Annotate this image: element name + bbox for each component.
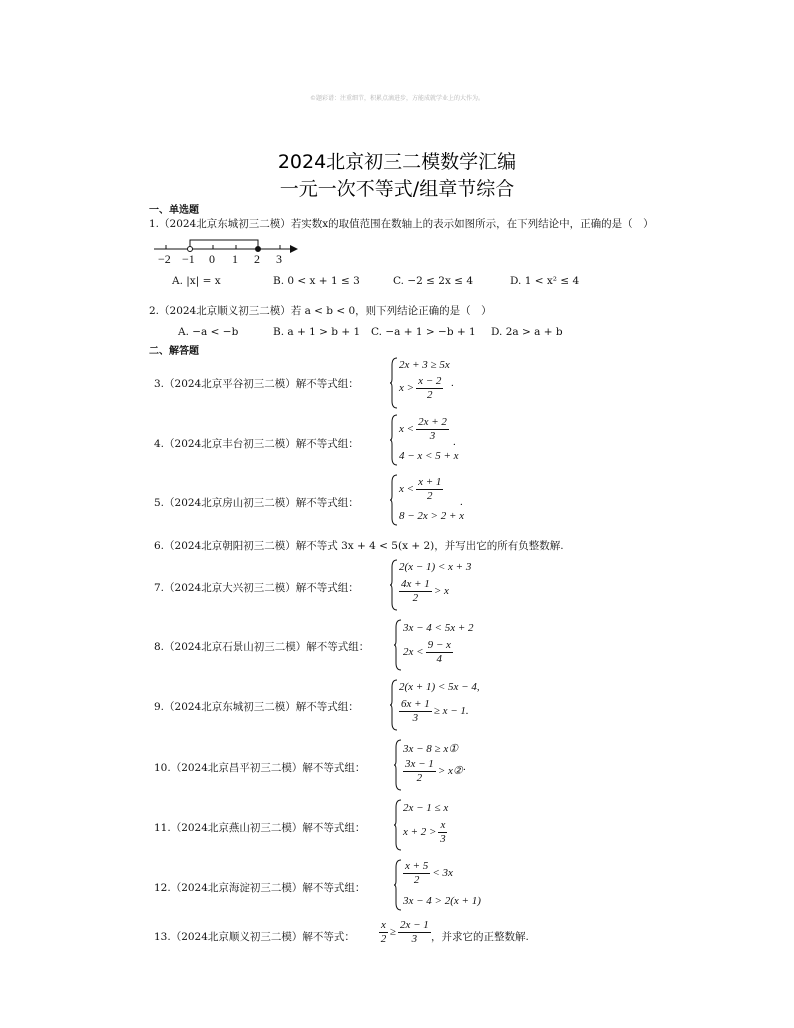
tick-label: 3 xyxy=(276,252,282,266)
q10-end: . xyxy=(463,761,466,773)
q4-line-1: x < xyxy=(399,423,415,436)
q7-denominator: 2 xyxy=(412,592,419,604)
q4-numerator: 2x + 2 xyxy=(418,416,447,428)
watermark: ©题彩谱：注重细节，积累点滴进步，方能成就学业上的大作为。 xyxy=(309,95,484,102)
q9-line-1: 2(x + 1) < 5x − 4, xyxy=(399,681,480,693)
q3-line-1: 2x + 3 ≥ 5x xyxy=(399,359,450,371)
q10-denominator: 2 xyxy=(416,772,423,784)
q7-line-2: > x xyxy=(433,585,449,598)
question-11: 11.（2024北京燕山初三二模）解不等式组： xyxy=(154,822,366,834)
tick-label: −2 xyxy=(158,252,171,266)
q3-denominator: 2 xyxy=(426,389,433,401)
question-10: 10.（2024北京昌平初三二模）解不等式组： xyxy=(154,762,366,774)
tick-label: 2 xyxy=(254,252,260,266)
question-7: 7.（2024北京大兴初三二模）解不等式组： xyxy=(154,582,359,594)
q4-end: . xyxy=(453,436,456,448)
q13-denominator-2: 3 xyxy=(411,933,418,945)
q8-numerator: 9 − x xyxy=(427,639,451,651)
q1-option-b: B. 0 < x + 1 ≤ 3 xyxy=(273,275,360,287)
q2-option-d: D. 2a > a + b xyxy=(491,326,563,338)
question-1: 1.（2024北京东城初三二模）若实数x的取值范围在数轴上的表示如图所示，在下列结论中，正确的是（ ） xyxy=(149,218,654,230)
q1-option-c: C. −2 ≤ 2x ≤ 4 xyxy=(393,275,474,287)
q2-option-a: A. −a < −b xyxy=(178,326,239,338)
q10-system xyxy=(393,739,473,791)
q2-option-c: C. −a + 1 > −b + 1 xyxy=(371,326,476,338)
q8-system xyxy=(393,619,493,671)
question-13: 13.（2024北京顺义初三二模）解不等式： xyxy=(154,931,355,943)
q5-line-1: x < xyxy=(399,483,415,496)
q8-line-2: 2x < xyxy=(403,646,424,659)
q12-numerator: x + 5 xyxy=(405,860,429,872)
q4-denominator: 3 xyxy=(429,430,436,442)
q4-line-2: 4 − x < 5 + x xyxy=(399,450,459,462)
question-2: 2.（2024北京顺义初三二模）若 a < b < 0，则下列结论正确的是（ ） xyxy=(149,305,492,317)
q5-denominator: 2 xyxy=(426,490,433,502)
q4-system xyxy=(389,414,479,466)
question-8: 8.（2024北京石景山初三二模）解不等式组： xyxy=(154,641,370,653)
q11-numerator: x xyxy=(440,819,446,831)
q10-line-2: > x② xyxy=(437,765,463,778)
q7-system xyxy=(389,559,489,611)
q1-option-a: A. |x| = x xyxy=(172,275,221,287)
q11-system xyxy=(393,799,473,851)
q13-numerator-1: x xyxy=(381,919,386,931)
q13-end: ，并求它的正整数解. xyxy=(431,931,529,943)
tick-label: 0 xyxy=(209,252,215,266)
question-4: 4.（2024北京丰台初三二模）解不等式组： xyxy=(154,438,359,450)
question-3: 3.（2024北京平谷初三二模）解不等式组： xyxy=(154,378,359,390)
q5-end: . xyxy=(460,496,463,508)
q13-inequality xyxy=(377,919,433,946)
q9-system xyxy=(389,679,499,731)
page-title: 2024北京初三二模数学汇编 xyxy=(277,151,517,173)
section-answer: 二、解答题 xyxy=(149,346,199,357)
question-6: 6.（2024北京朝阳初三二模）解不等式 3x + 4 < 5(x + 2)，并写出它的所有负整数解. xyxy=(154,540,564,552)
q10-line-1: 3x − 8 ≥ x① xyxy=(403,743,459,755)
q3-system xyxy=(389,357,479,409)
q12-line-2: 3x − 4 > 2(x + 1) xyxy=(403,895,481,907)
question-5: 5.（2024北京房山初三二模）解不等式组： xyxy=(154,497,359,509)
q7-line-1: 2(x − 1) < x + 3 xyxy=(399,561,472,573)
q3-end: . xyxy=(451,377,454,389)
question-12: 12.（2024北京海淀初三二模）解不等式组： xyxy=(154,882,366,894)
q12-denominator: 2 xyxy=(413,874,420,886)
q11-line-2: x + 2 > xyxy=(403,826,437,839)
question-9: 9.（2024北京东城初三二模）解不等式组： xyxy=(154,701,359,713)
page-subtitle: 一元一次不等式/组章节综合 xyxy=(279,178,515,200)
q8-line-1: 3x − 4 < 5x + 2 xyxy=(403,622,474,634)
q2-option-b: B. a + 1 > b + 1 xyxy=(273,326,361,338)
q12-line-1: < 3x xyxy=(432,867,453,880)
q11-denominator: 3 xyxy=(440,833,446,845)
q10-numerator: 3x − 1 xyxy=(405,758,434,770)
q9-numerator: 6x + 1 xyxy=(401,698,430,710)
q3-line-2: x > xyxy=(399,382,415,395)
q3-numerator: x − 2 xyxy=(418,375,442,387)
q13-denominator-1: 2 xyxy=(380,933,387,945)
q9-line-2: ≥ x − 1. xyxy=(433,705,469,718)
q5-numerator: x + 1 xyxy=(418,476,442,488)
q13-relation: ≥ xyxy=(389,926,396,939)
q12-system xyxy=(393,859,493,911)
q5-line-2: 8 − 2x > 2 + x xyxy=(399,510,465,522)
q1-option-d: D. 1 < x² ≤ 4 xyxy=(510,275,580,287)
q9-denominator: 3 xyxy=(412,712,419,724)
q5-system xyxy=(389,474,479,526)
q11-line-1: 2x − 1 ≤ x xyxy=(403,802,449,814)
section-single-choice: 一、单选题 xyxy=(149,205,199,216)
q13-numerator-2: 2x − 1 xyxy=(399,919,429,931)
tick-label: 1 xyxy=(232,252,238,266)
tick-label: −1 xyxy=(182,252,195,266)
q8-denominator: 4 xyxy=(436,653,442,665)
q7-numerator: 4x + 1 xyxy=(401,578,430,590)
